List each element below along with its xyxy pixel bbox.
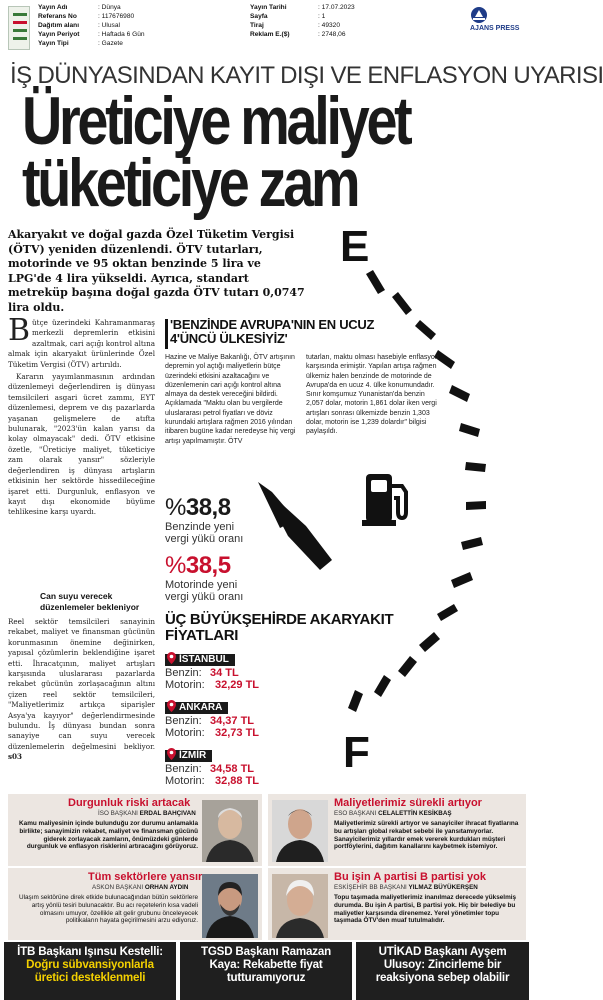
footer-teaser-itb (4, 942, 176, 1000)
benzin-label: Benzin: (165, 667, 202, 679)
stat-benzin (165, 495, 245, 545)
panel-quote-text: Maliyetlerimiz sürekli artıyor ve sanayiciler ihracat fiyatlarına bu artışları global rekabet sebebi ile yansıtamıyorlar. Sanayicilerimiz yıllardır emek vererek kurdukları müşteri portföylerini, dağıtım kanallarını kaybetmek istemiyor. (334, 820, 519, 851)
portrait-photo (202, 800, 258, 862)
article-paragraph-1: ütçe üzerindeki Kahramanmaraş merkezli depremlerin etkisini azaltmak, cari açığı kontrol altına almak için akaryakıt ürünlerinde Özel Tüketim Vergisi (ÖTV) artırıldı. (8, 318, 155, 369)
panel-title: Maliyetlerimiz sürekli artıyor (334, 797, 482, 809)
panel-person: ORHAN AYDIN (144, 884, 189, 891)
meta-label: Yayın Periyot (38, 31, 80, 38)
panel-title: Tüm sektörlere yansır (88, 871, 203, 883)
portrait-silhouette-icon (202, 800, 258, 862)
benzin-label: Benzin: (165, 763, 202, 775)
article-body-intro (8, 313, 155, 518)
motorin-price: 32,88 TL (215, 775, 260, 787)
article-paragraph-3: Reel sektör temsilcileri sanayinin rekabet, maliyet ve finansman gücünün korunmasının önemine değinirken, yapısal çözümlerin beklendiğine işaret etti. İhracatçının, maliyet artışları karşısında uluslararası pazarlarda rekabet gücünün zorlaşacağının altını çizen reel sektör temsilcileri, "Maliyetlerimiz artıkça siparişler Asya'ya kayıyor" değerlendirmesinde bulundu. İş dünyası bundan sonra sanayiye can suyu verecek düzenlemelerin değelmesini bekliyor. (8, 617, 155, 751)
footer-line-3: reaksiyona sebep olabilir (375, 971, 510, 984)
panel-role: ESKİŞEHİR BB BAŞKANI (334, 884, 407, 891)
article-paragraph-2: Kararın yayımlanmasının ardından düzenlemeyi değerlendiren iş dünyası temsilcileri asgari ücret zammı, EYT düzenlemesi, deprem ve dış pazarlarda yaşanan gelişmelere de atıfta bulunarak, "2023'ün kalan yarısı da kolay olmayacak" dedi. ÖTV etkisine özetle, "Üreticiye maliyet, tüketiciye zam olarak yansır" sözleriyle değerlendiren iş dünyası artışların etkisinin her sektörde hissedileceğine işaret etti. Durgunluk, enflasyon ve kayıt dışı ekonomide büyüme tehlikesine karşı uyardı. (8, 372, 155, 517)
location-pin-icon (167, 652, 176, 664)
meta-label: Referans No (38, 13, 77, 20)
panel-person: CELALETTİN KESİKBAŞ (378, 810, 452, 817)
ajans-press-logo-icon (470, 6, 488, 24)
meta-value: : Ulusal (98, 22, 120, 29)
portrait-photo (272, 874, 328, 938)
continued-page-ref: s03 (8, 752, 23, 762)
quote-column-2: tutarları, maktu olması hasebiyle enflasyon karşısında erimiştir. Yapılan artışa rağmen ülkemiz halen benzinde de motorinde de Avrupa'da en ucuz 4. ülke konumundadır. Sınır komşumuz Yunanistan'da benzin 2,057 dolar, motorin 1,861 dolar iken vergi artışları sonrası ülkemizde benzin 1,303 dolar, motorin ise 1,239 dolardır" bilgisi paylaşıldı. (306, 354, 439, 436)
meta-label: Tiraj (250, 22, 264, 29)
panel-quote-text: Kamu maliyesinin içinde bulunduğu zor durumu anlamakla birlikte; sanayimizin rekabet, maliyet ve finansman gücünü giderek zorlayacak zamların, önümüzdeki günlerde durgunluk ve enflasyon risklerini artıracağını görüyoruz. (19, 820, 198, 851)
stat-value: 38,5 (185, 552, 231, 579)
portrait-silhouette-icon (202, 874, 258, 938)
panel-role: İSO BAŞKANI (98, 810, 138, 817)
footer-line-2: Kaya: Rekabette fiyat (209, 958, 323, 971)
meta-value: : Haftada 6 Gün (98, 31, 145, 38)
panel-person: YILMAZ BÜYÜKERŞEN (408, 884, 478, 891)
ajans-press-brand: AJANS PRESS (470, 25, 520, 32)
panel-quote-text: Ulaşım sektörüne direk etkide bulunacağından bütün sektörlere artış yönlü tesiri bulunacaktır. Bu acı reçetelerin kısa vadeli olmasını umuyor, özellikle alt gelir grubunu önceleyecek politikaların hayata geçirilmesini arzu ediyoruz. (18, 894, 198, 925)
quote-column-1: Hazine ve Maliye Bakanlığı, ÖTV artışının depremin yol açtığı maliyetlerin bütçe üzerindeki etkisini azaltacağını ve düzenlemenin cari açığı kontrol altına almaya da destek vereceğini bildirdi. Açıklamada "Maktu olan bu vergilerde uluslararası petrol fiyatları ve döviz kurundaki artışlara rağmen 2016 yılından itibaren bugüne kadar neredeyse hiç vergi artışı yapılmamıştır. ÖTV (165, 354, 296, 445)
benzin-label: Benzin: (165, 715, 202, 727)
publication-thumbnail (8, 6, 30, 50)
footer-line-3: tutturamıyoruz (226, 971, 306, 984)
footer-line-1: İTB Başkanı Işınsu Kestelli: (17, 945, 163, 958)
location-pin-icon (167, 700, 176, 712)
city-izmir (165, 745, 265, 787)
benzin-price: 34,58 TL (210, 763, 255, 775)
footer-line-2: Ulusoy: Zincirleme bir (383, 958, 502, 971)
city-tag (165, 702, 228, 714)
city-name: İZMİR (179, 750, 207, 761)
stat-label: Benzinde yeni vergi yükü oranı (165, 521, 244, 545)
motorin-price: 32,73 TL (215, 727, 260, 739)
footer-line-1: UTİKAD Başkanı Ayşem (378, 945, 507, 958)
spot-paragraph: Akaryakıt ve doğal gazda Özel Tüketim Vergisi (ÖTV) yeniden düzenlendi. ÖTV tutarları, motorinde ve 95 oktan benzinde 5 lira ve LPG'de 4 lira yükseldi. Ayrıca, standart metreküp başına doğal gazda ÖTV tutarı 0,0747 lira oldu. (8, 228, 305, 314)
panel-role: ESO BAŞKANI (334, 810, 377, 817)
meta-value: : Gazete (98, 40, 123, 47)
portrait-silhouette-icon (272, 874, 328, 938)
clipping-header (0, 0, 533, 58)
percent-symbol: % (165, 552, 186, 579)
benzin-price: 34,37 TL (210, 715, 255, 727)
meta-value: : 49320 (318, 22, 340, 29)
panel-person: ERDAL BAHÇIVAN (139, 810, 196, 817)
portrait-silhouette-icon (272, 800, 328, 862)
benzin-price: 34 TL (210, 667, 239, 679)
motorin-label: Motorin: (165, 775, 205, 787)
gauge-empty-label: E (340, 222, 370, 271)
portrait-photo (272, 800, 328, 862)
headline-line-1: Üreticiye maliyet (22, 83, 410, 159)
panel-title: Bu işin A partisi B partisi yok (334, 871, 486, 883)
fuel-prices-title: ÜÇ BÜYÜKŞEHİRDE AKARYAKIT FİYATLARI (165, 611, 394, 644)
meta-value: : 2748,06 (318, 31, 346, 38)
footer-line-2: Doğru sübvansiyonlarla (26, 958, 154, 971)
city-istanbul (165, 649, 265, 691)
motorin-label: Motorin: (165, 679, 205, 691)
portrait-photo (202, 874, 258, 938)
panel-quote-text: Topu taşımada maliyetlerimiz inanılmaz derecede yükselmiş durumda. Bu işin A partisi, B partisi yok. Hiç bir belediye bu maliyetler karşısında direnemez. Yerel yönetimler topu taşımada ÖTV'den muaf tutulmalıdır. (334, 894, 517, 925)
quote-title: 'BENZİNDE AVRUPA'NIN EN UCUZ 4'ÜNCÜ ÜLKESİYİZ' (170, 317, 375, 346)
city-ankara (165, 697, 265, 739)
quote-accent-bar (165, 319, 168, 349)
location-pin-icon (167, 748, 176, 760)
panel-title: Durgunluk riski artacak (68, 797, 191, 809)
fuel-pump-icon (360, 468, 415, 528)
stat-value: 38,8 (185, 494, 231, 521)
city-name: İSTANBUL (179, 654, 229, 665)
headline-line-2: tüketiciye zam (22, 145, 358, 221)
city-tag (165, 750, 212, 762)
meta-label: Dağıtım alanı (38, 22, 80, 29)
footer-line-1: TGSD Başkanı Ramazan (200, 945, 332, 958)
meta-value: : 17.07.2023 (318, 4, 355, 11)
motorin-price: 32,29 TL (215, 679, 260, 691)
gauge-full-label: F (343, 728, 370, 777)
meta-value: : 117676980 (98, 13, 135, 20)
article-body-continued (8, 617, 155, 763)
meta-label: Reklam E.($) (250, 31, 290, 38)
footer-teaser-utikad (356, 942, 529, 1000)
footer-teaser-tgsd (180, 942, 352, 1000)
meta-value: : 1 (318, 13, 326, 20)
footer-line-3: üretici desteklenmeli (34, 971, 146, 984)
motorin-label: Motorin: (165, 727, 205, 739)
headline-kicker: İŞ DÜNYASINDAN KAYIT DIŞI VE ENFLASYON UYARISI (10, 62, 603, 89)
stat-motorin (165, 553, 245, 603)
meta-label: Yayın Tarihi (250, 4, 287, 11)
panel-role: ASKON BAŞKANI (92, 884, 144, 891)
drop-cap: B (8, 313, 31, 348)
city-tag (165, 654, 235, 666)
stat-label: Motorinde yeni vergi yükü oranı (165, 579, 244, 603)
meta-label: Yayın Adı (38, 4, 68, 11)
article-subheading: Can suyu verecek düzenlemeler bekleniyor (40, 591, 140, 612)
meta-label: Sayfa (250, 13, 268, 20)
city-name: ANKARA (179, 702, 223, 713)
meta-value: : Dünya (98, 4, 121, 11)
percent-symbol: % (165, 494, 186, 521)
meta-label: Yayın Tipi (38, 40, 69, 47)
